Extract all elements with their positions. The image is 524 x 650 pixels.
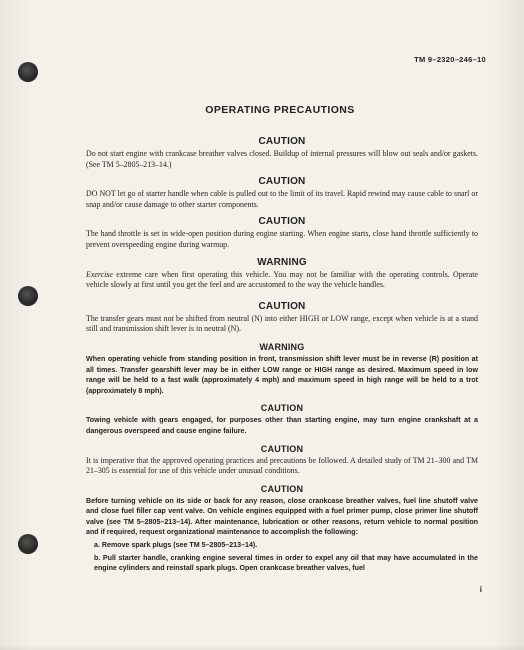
precaution-text bbox=[86, 270, 478, 291]
precaution-text: DO NOT let go of starter handle when cable is pulled out to the limit of its travel. Rapid rewind may cause cable to snarl or snap and/or cause damage to other starter components. bbox=[86, 189, 478, 209]
warning-heading: WARNING bbox=[257, 256, 307, 268]
caution-heading: CAUTION bbox=[260, 483, 304, 494]
precaution-text: The transfer gears must not be shifted from neutral (N) into either HIGH or LOW range, except when vehicle is at a stand still and transmission shift lever is in neutral (N). bbox=[86, 313, 478, 334]
binder-hole-bottom bbox=[18, 534, 38, 554]
precaution-text: It is imperative that the approved operating practices and precautions be followed. A detailed study of TM 21–300 and TM 21–305 is essential for use of this vehicle under unusual conditions. bbox=[86, 455, 478, 476]
precaution-block bbox=[86, 402, 478, 436]
precaution-block bbox=[86, 341, 478, 396]
precaution-text: Before turning vehicle on its side or back for any reason, close crankcase breather valves, fuel line shutoff valve and close fuel filler cap vent valve. On vehicle engines equipped with a fuel primer pump, close primer line shutoff valve (see TM 5–2805–213–14). After maintenance, lubrication or other reasons, return vehicle to normal position and if required, request organizational maintenance to accomplish the following: bbox=[86, 496, 478, 537]
precaution-text: The hand throttle is set in wide-open position during engine starting. When engine starts, close hand throttle sufficiently to prevent overspeeding engine during warmup. bbox=[86, 229, 478, 249]
precaution-block bbox=[86, 136, 478, 170]
precaution-text: Do not start engine with crankcase breather valves closed. Buildup of internal pressures will blow out seals and/or gaskets. (See TM 5–2805–213–14.) bbox=[86, 149, 478, 169]
caution-heading: CAUTION bbox=[258, 300, 306, 312]
precaution-text-body: extreme care when first operating this vehicle. You may not be familiar with the operating controls. Operate vehicle slowly at first until you get the feel and are accustomed to the way the vehicle handles. bbox=[86, 269, 478, 290]
procedure-step: a. Remove spark plugs (see TM 5–2805–213–14). bbox=[94, 541, 258, 550]
precaution-text: When operating vehicle from standing position in front, transmission shift lever must be in reverse (R) position at all times. Transfer gearshift lever may be in either LOW range or HIGH range as desired. Maximum speed in low range will be held to a fast walk (approximately 4 mph) and maximum speed in high range will be held to a trot (approximately 8 mph). bbox=[86, 354, 478, 395]
precaution-block bbox=[86, 483, 478, 574]
precaution-block bbox=[86, 301, 478, 335]
procedure-step: b. Pull starter handle, cranking engine several times in order to expel any oil that may have accumulated in the engine cylinders and reinstall spark plugs. Open crankcase breather valves, fuel bbox=[94, 553, 478, 573]
precaution-block bbox=[86, 443, 478, 477]
page-number: i bbox=[479, 585, 482, 594]
binder-hole-top bbox=[18, 62, 38, 82]
precautions-list bbox=[86, 136, 478, 580]
caution-heading: CAUTION bbox=[258, 176, 306, 188]
warning-heading: WARNING bbox=[259, 341, 305, 352]
precaution-text: Towing vehicle with gears engaged, for purposes other than starting engine, may turn engine crankshaft at a dangerous overspeed and cause engine failure. bbox=[86, 416, 478, 435]
binder-hole-middle bbox=[18, 286, 38, 306]
caution-heading: CAUTION bbox=[258, 216, 306, 228]
precaution-block bbox=[86, 176, 478, 210]
precaution-block bbox=[86, 216, 478, 250]
caution-heading: CAUTION bbox=[260, 443, 304, 454]
document-code: TM 9–2320–246–10 bbox=[414, 55, 486, 64]
page-edge-shadow bbox=[0, 644, 524, 650]
page-title: OPERATING PRECAUTIONS bbox=[205, 104, 355, 116]
caution-heading: CAUTION bbox=[258, 136, 306, 147]
emphasis-lead: Exercise bbox=[86, 269, 113, 279]
precaution-block bbox=[86, 257, 478, 291]
caution-heading: CAUTION bbox=[260, 403, 304, 414]
